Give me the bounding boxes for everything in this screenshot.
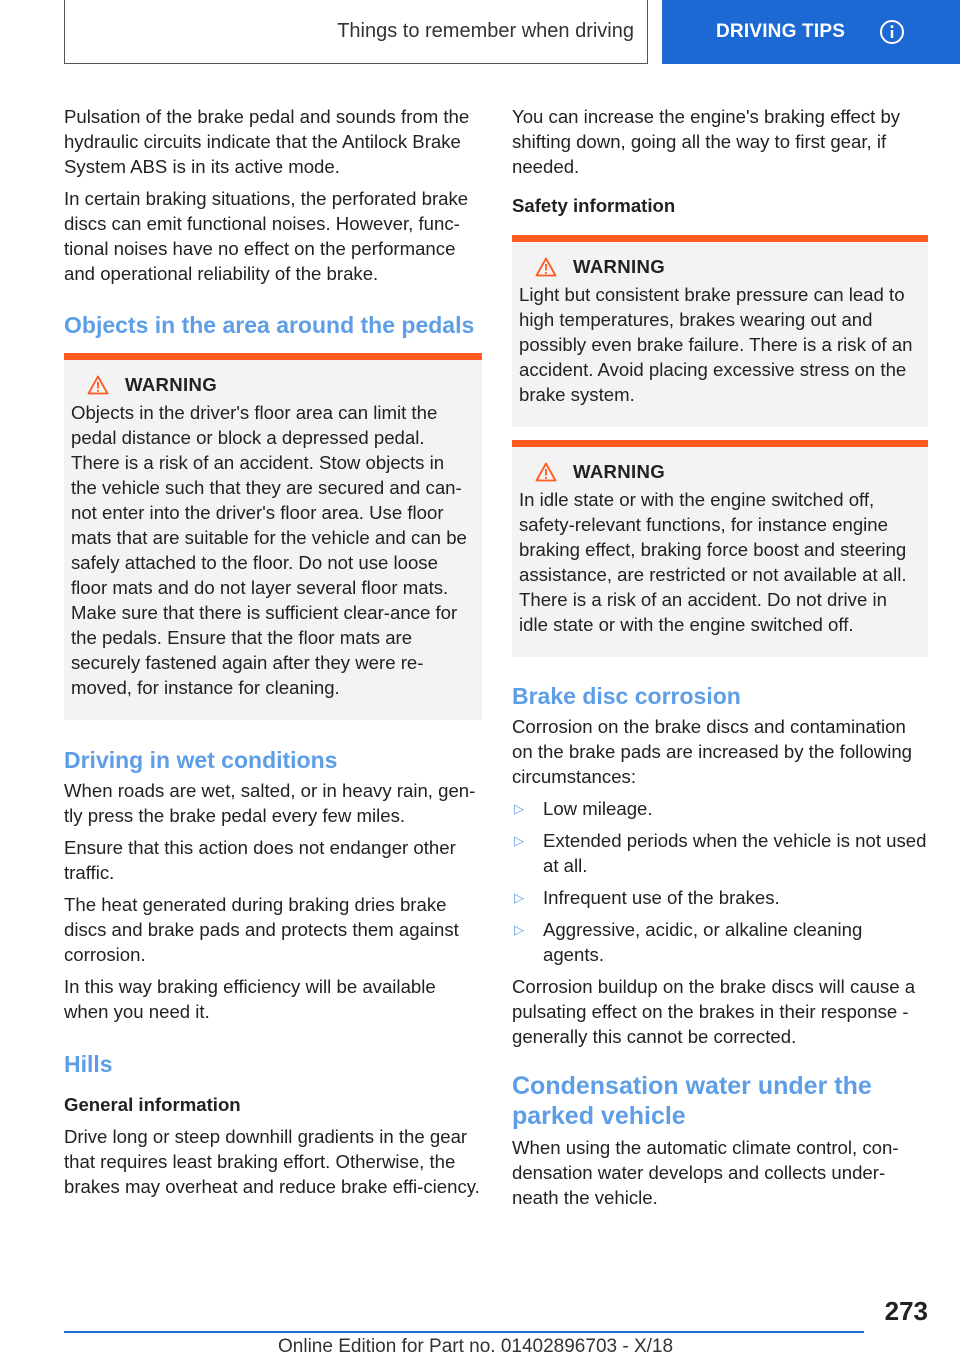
heading-objects-pedals: Objects in the area around the pedals [64, 312, 475, 338]
warning-label: WARNING [573, 256, 665, 277]
triangle-bullet-icon: ▷ [514, 801, 524, 816]
warning-box-idle-state [512, 440, 928, 657]
header-chapter-title: DRIVING TIPS [716, 21, 846, 42]
left-column [64, 104, 482, 1206]
warning-label: WARNING [125, 374, 217, 395]
triangle-bullet-icon: ▷ [514, 922, 524, 937]
warning-text: Light but consistent brake pressure can lead to high temperatures, brakes wearing out and possibly even brake failure. There is a risk of an accident. Avoid placing excessive stress on the brake system. [519, 284, 913, 405]
heading-safety-information: Safety information [512, 195, 676, 216]
list-item: ▷ Extended periods when the vehicle is not used at all. [514, 830, 927, 876]
info-icon [879, 19, 905, 45]
list-item: ▷ Aggressive, acidic, or alkaline cleaning agents. [514, 919, 863, 965]
list-item: ▷ Infrequent use of the brakes. [514, 887, 780, 908]
heading-hills: Hills [64, 1051, 113, 1077]
right-column [512, 104, 928, 1217]
warning-label: WARNING [573, 461, 665, 482]
paragraph-wet-1: When roads are wet, salted, or in heavy rain, gen-tly press the brake pedal every few miles. [64, 780, 476, 826]
warning-triangle-icon [535, 257, 557, 277]
heading-general-information: General information [64, 1094, 241, 1115]
heading-wet-conditions: Driving in wet conditions [64, 747, 338, 773]
header-chapter-tab[interactable] [662, 0, 960, 64]
triangle-bullet-icon: ▷ [514, 833, 524, 848]
list-item: ▷ Low mileage. [514, 798, 653, 819]
corrosion-circumstances-list [512, 796, 928, 967]
header-section-title: Things to remember when driving [337, 20, 634, 42]
warning-text: In idle state or with the engine switched off, safety-relevant functions, for instance engine braking effect, braking force boost and steering assistance, are restricted or not available at all. There is a risk of an accident. Do not drive in idle state or with the engine switched off. [519, 489, 907, 635]
paragraph-corrosion-1: Corrosion on the brake discs and contamination on the brake pads are increased by the following circumstances: [512, 716, 913, 787]
paragraph-engine-braking: You can increase the engine's braking effect by shifting down, going all the way to first gear, if needed. [512, 106, 901, 177]
paragraph-condensation-1: When using the automatic climate control, con-densation water develops and collects under-neath the vehicle. [512, 1137, 899, 1208]
warning-triangle-icon [535, 462, 557, 482]
warning-header [71, 374, 475, 396]
heading-condensation-water: Condensation water under the parked vehicle [512, 1072, 872, 1130]
heading-brake-disc-corrosion: Brake disc corrosion [512, 683, 741, 709]
paragraph-wet-4: In this way braking efficiency will be available when you need it. [64, 976, 436, 1022]
triangle-bullet-icon: ▷ [514, 890, 524, 905]
header-section-box [64, 0, 648, 64]
footer-divider [64, 1331, 864, 1333]
warning-box-brake-pressure [512, 235, 928, 427]
paragraph-hills-1: Drive long or steep downhill gradients in the gear that requires least braking effort. Otherwise, the brakes may overheat and reduce brake effi-ciency. [64, 1126, 480, 1197]
footer-edition: Online Edition for Part no. 01402896703 - X/18 [278, 1336, 674, 1357]
warning-header [519, 461, 921, 483]
warning-header [519, 256, 921, 278]
paragraph-wet-2: Ensure that this action does not endanger other traffic. [64, 837, 456, 883]
paragraph-corrosion-2: Corrosion buildup on the brake discs will cause a pulsating effect on the brakes in their response - generally this cannot be corrected. [512, 976, 916, 1047]
warning-text: Objects in the driver's floor area can limit the pedal distance or block a depressed pedal. There is a risk of an accident. Stow objects in the vehicle such that they are secured and can-not enter into the driver's floor area. Use floor mats that are suitable for the vehicle and can be safely attached to the floor. Do not use loose floor mats and do not layer several floor mats. Make sure that there is sufficient clear-ance for the pedals. Ensure that the floor mats are securely fastened again after they were re-moved, for instance for cleaning. [71, 402, 467, 698]
paragraph-wet-3: The heat generated during braking dries brake discs and brake pads and protects them against corrosion. [64, 894, 459, 965]
warning-box-objects [64, 353, 482, 720]
paragraph-abs: Pulsation of the brake pedal and sounds from the hydraulic circuits indicate that the Antilock Brake System ABS is in its active mode. [64, 106, 470, 177]
paragraph-brake-noise: In certain braking situations, the perforated brake discs can emit functional noises. However, func-tional noises have no effect on the performance and operational reliability of the brake. [64, 188, 469, 284]
page-number: 273 [884, 1296, 928, 1326]
warning-triangle-icon [87, 375, 109, 395]
